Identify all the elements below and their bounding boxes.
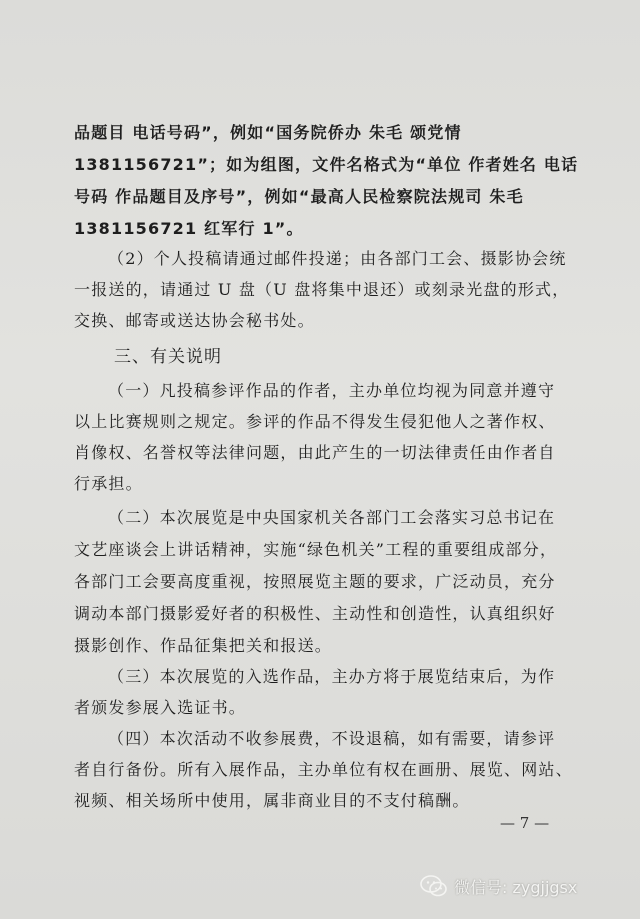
wechat-icon — [420, 875, 448, 897]
text-line: （一）凡投稿参评作品的作者，主办单位均视为同意并遵守 — [108, 381, 556, 400]
text-line: （2）个人投稿请通过邮件投递；由各部门工会、摄影协会统 — [108, 249, 567, 268]
text-line: 行承担。 — [74, 474, 143, 493]
text-line: 1381156721”；如为组图，文件名格式为“单位 作者姓名 电话 — [74, 155, 579, 174]
text-line: （四）本次活动不收参展费，不设退稿，如有需要，请参评 — [108, 729, 556, 748]
text-line: （三）本次展览的入选作品，主办方将于展览结束后，为作 — [108, 667, 556, 686]
paragraph-file-naming — [74, 120, 594, 240]
text-line: 一报送的，请通过 U 盘（U 盘将集中退还）或刻录光盘的形式， — [74, 280, 570, 299]
text-line: 各部门工会要高度重视，按照展览主题的要求，广泛动员，充分 — [74, 572, 556, 591]
paragraph-item-1 — [74, 378, 594, 506]
watermark — [420, 872, 577, 900]
section-heading: 三、有关说明 — [114, 347, 222, 367]
text-line: 以上比赛规则之规定。参评的作品不得发生侵犯他人之著作权、 — [74, 412, 556, 431]
paragraph-item-4 — [74, 726, 594, 822]
text-line: 者自行备份。所有入展作品，主办单位有权在画册、展览、网站、 — [74, 760, 573, 779]
paragraph-item-2 — [74, 505, 594, 665]
text-line: 调动本部门摄影爱好者的积极性、主动性和创造性，认真组织好 — [74, 604, 556, 623]
paragraph-item-3 — [74, 664, 594, 728]
text-line: 视频、相关场所中使用，属非商业目的不支付稿酬。 — [74, 791, 470, 810]
text-line: 文艺座谈会上讲话精神，实施“绿色机关”工程的重要组成部分， — [74, 540, 558, 559]
text-line: 者颁发参展入选证书。 — [74, 698, 247, 717]
text-line: 摄影创作、作品征集把关和报送。 — [74, 636, 333, 655]
text-line: 交换、邮寄或送达协会秘书处。 — [74, 311, 315, 330]
text-line: 号码 作品题目及序号”，例如“最高人民检察院法规司 朱毛 — [74, 187, 524, 206]
paragraph-submission — [74, 246, 594, 342]
text-line: 品题目 电话号码”，例如“国务院侨办 朱毛 颂党情 — [74, 123, 462, 142]
watermark-text: 微信号: zygjjgsx — [454, 877, 578, 897]
text-line: （二）本次展览是中央国家机关各部门工会落实习总书记在 — [108, 508, 556, 527]
text-line: 肖像权、名誉权等法律问题，由此产生的一切法律责任由作者自 — [74, 443, 556, 462]
text-line: 1381156721 红军行 1”。 — [74, 219, 304, 238]
page-number: — 7 — — [500, 814, 550, 832]
